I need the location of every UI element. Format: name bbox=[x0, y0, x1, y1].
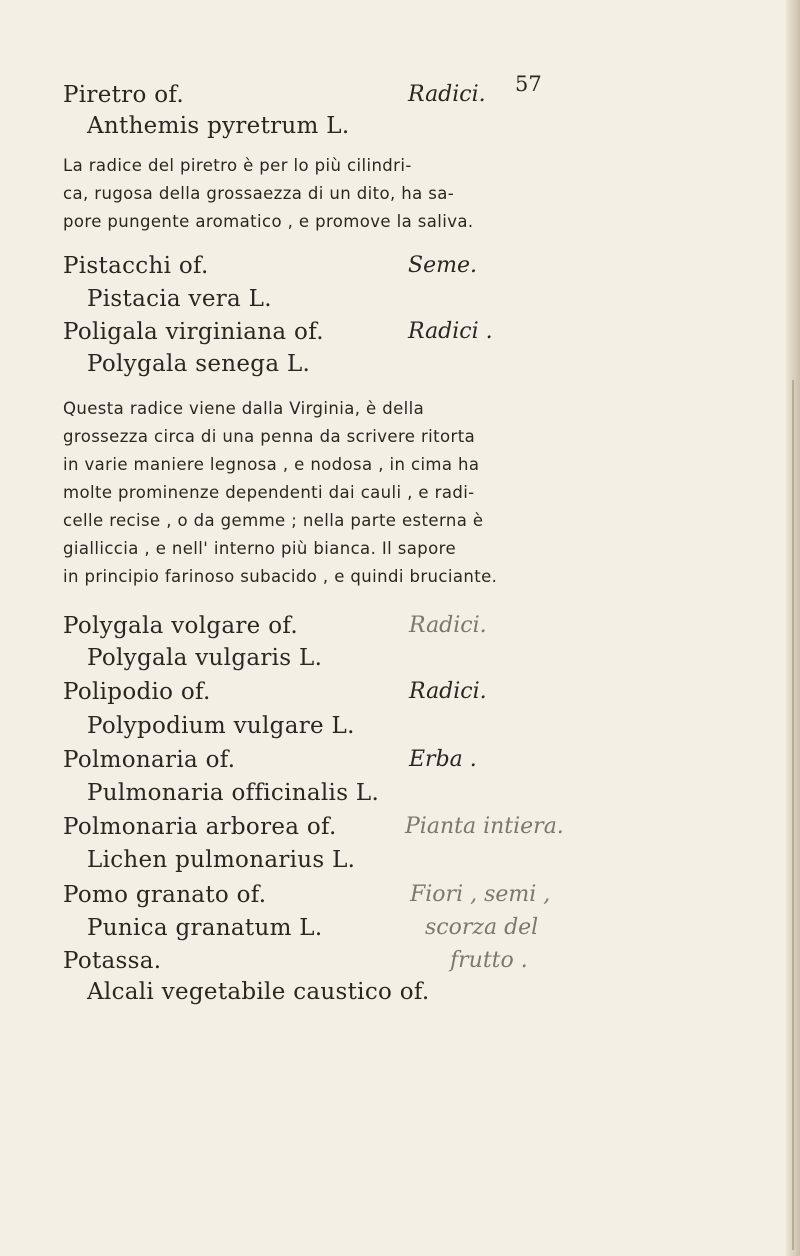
desc-line: gialliccia , e nell' interno più bianca. Il sapore bbox=[63, 539, 457, 558]
entry-name-polipodio: Polipodio of. bbox=[63, 679, 211, 705]
entry-part-polmonaria: Erba . bbox=[409, 747, 477, 772]
entry-part-polmonaria-arborea: Pianta intiera. bbox=[405, 814, 564, 839]
entry-name-polygala-volgare: Polygala volgare of. bbox=[63, 613, 298, 639]
page-edge-shadow bbox=[792, 380, 794, 1250]
entry-name-potassa: Potassa. bbox=[63, 948, 162, 974]
entry-name-polmonaria: Polmonaria of. bbox=[63, 747, 236, 773]
entry-latin-pomo-granato: Punica granatum L. bbox=[87, 915, 323, 941]
entry-latin-pistacchi: Pistacia vera L. bbox=[87, 286, 272, 312]
desc-line: in principio farinoso subacido , e quindi bruciante. bbox=[63, 567, 498, 586]
entry-latin-polmonaria: Pulmonaria officinalis L. bbox=[87, 780, 380, 806]
desc-line: ca, rugosa della grossaezza di un dito, ha sa- bbox=[63, 184, 455, 203]
desc-line: molte prominenze dependenti dai cauli , e radi- bbox=[63, 483, 475, 502]
entry-part-pomo-granato-line1: Fiori , semi , bbox=[410, 882, 551, 907]
entry-part-poligala-virginiana: Radici . bbox=[408, 319, 493, 344]
entry-latin-polygala-volgare: Polygala vulgaris L. bbox=[87, 645, 323, 671]
entry-part-polygala-volgare: Radici. bbox=[409, 613, 487, 638]
entry-latin-polipodio: Polypodium vulgare L. bbox=[87, 713, 355, 739]
entry-name-pomo-granato: Pomo granato of. bbox=[63, 882, 267, 908]
page-number: 57 bbox=[515, 72, 542, 96]
entry-latin-polmonaria-arborea: Lichen pulmonarius L. bbox=[87, 847, 356, 873]
entry-part-pomo-granato-line3: frutto . bbox=[450, 948, 528, 973]
desc-line: grossezza circa di una penna da scrivere ritorta bbox=[63, 427, 476, 446]
entry-name-piretro: Piretro of. bbox=[63, 82, 184, 108]
desc-line: La radice del piretro è per lo più cilindri- bbox=[63, 156, 412, 175]
entry-latin-potassa: Alcali vegetabile caustico of. bbox=[87, 979, 430, 1005]
entry-part-piretro: Radici. bbox=[408, 82, 486, 107]
entry-name-poligala-virginiana: Poligala virginiana of. bbox=[63, 319, 324, 345]
entry-part-pistacchi: Seme. bbox=[408, 253, 477, 278]
entry-latin-piretro: Anthemis pyretrum L. bbox=[87, 113, 350, 139]
entry-name-polmonaria-arborea: Polmonaria arborea of. bbox=[63, 814, 337, 840]
entry-part-polipodio: Radici. bbox=[409, 679, 487, 704]
entry-part-pomo-granato-line2: scorza del bbox=[425, 915, 539, 940]
entry-name-pistacchi: Pistacchi of. bbox=[63, 253, 209, 279]
desc-line: pore pungente aromatico , e promove la saliva. bbox=[63, 212, 474, 231]
desc-line: celle recise , o da gemme ; nella parte esterna è bbox=[63, 511, 484, 530]
desc-line: in varie maniere legnosa , e nodosa , in cima ha bbox=[63, 455, 480, 474]
desc-line: Questa radice viene dalla Virginia, è della bbox=[63, 399, 425, 418]
entry-latin-poligala-virginiana: Polygala senega L. bbox=[87, 351, 311, 377]
